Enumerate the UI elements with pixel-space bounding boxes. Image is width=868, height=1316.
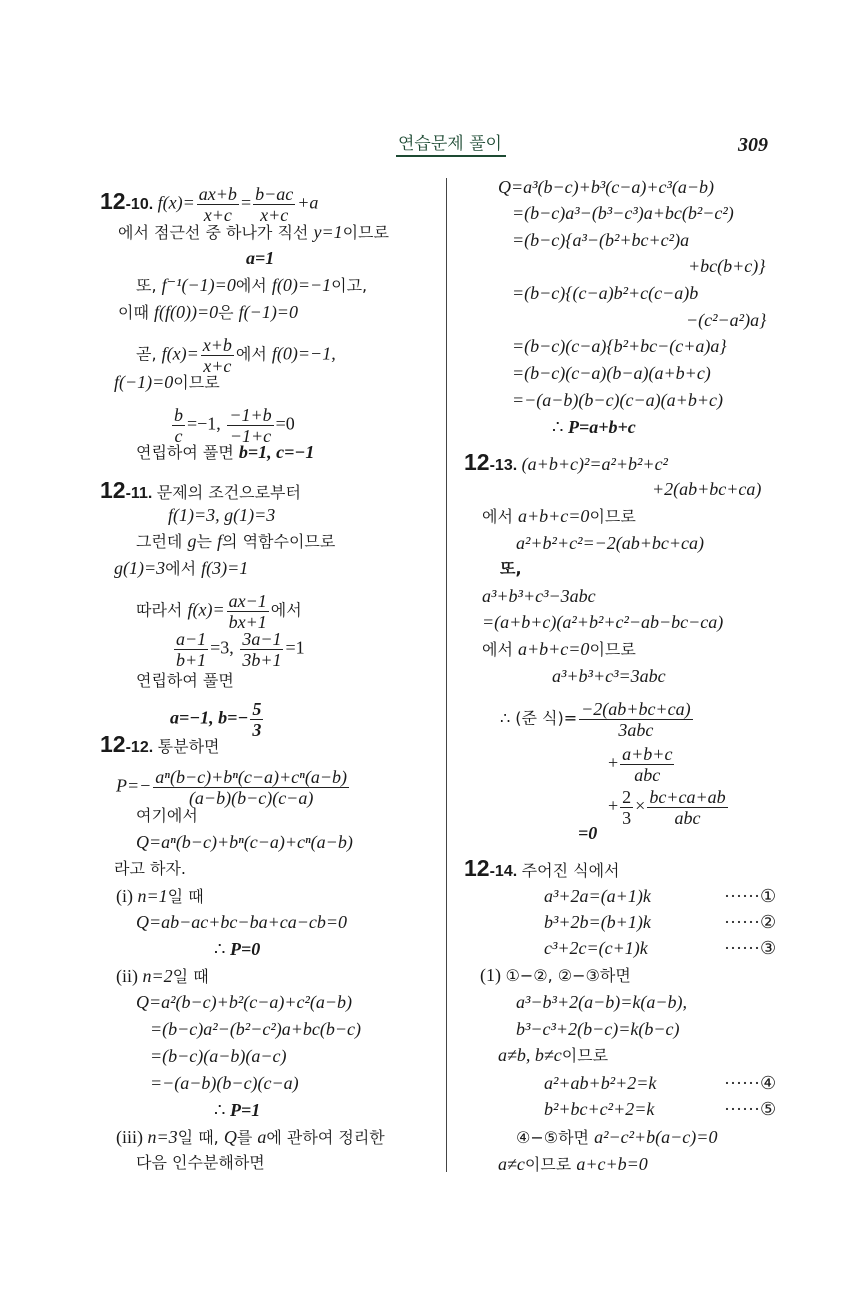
equation: −(c²−a²)a} xyxy=(686,310,767,330)
page-header-title: 연습문제 풀이 xyxy=(396,134,506,157)
equation: =−(a−b)(b−c)(c−a)(a+b+c) xyxy=(512,390,723,410)
equation: a³−b³+2(a−b)=k(a−b), xyxy=(516,992,687,1012)
equation: =(b−c)(c−a){b²+bc−(c+a)a} xyxy=(512,336,727,356)
equation: b³+2b=(b+1)k xyxy=(544,912,651,932)
text-line: 그런데 g는 f의 역함수이므로 xyxy=(136,531,336,551)
result: ∴ P=0 xyxy=(214,939,261,959)
equation: b²+bc+c²+2=k xyxy=(544,1099,655,1119)
equation: =(b−c)a³−(b³−c³)a+bc(b²−c²) xyxy=(512,203,734,223)
equation: Q=aⁿ(b−c)+bⁿ(c−a)+cⁿ(a−b) xyxy=(136,832,353,852)
text-line: a≠b, b≠c이므로 xyxy=(498,1045,609,1065)
equation: ∴ (준 식)= −2(ab+bc+ca) 3abc xyxy=(500,699,691,740)
equation: =(b−c)(a−b)(a−c) xyxy=(150,1046,287,1066)
text-line: 연립하여 풀면 xyxy=(136,671,234,690)
result: =0 xyxy=(578,823,598,843)
case-heading: (i) n=1일 때 xyxy=(116,886,204,906)
equation: a²+ab+b²+2=k xyxy=(544,1073,657,1093)
fraction: $\frac{ax+b}{x+c}$ xyxy=(198,184,237,225)
text-line: 또, xyxy=(500,559,522,578)
text-line: ④−⑤하면 a²−c²+b(a−c)=0 xyxy=(516,1127,718,1147)
problem-number: 12-14. xyxy=(464,855,518,881)
result: a=1 xyxy=(246,248,275,268)
equation-tag: ······② xyxy=(724,912,777,932)
equation: =(b−c){(c−a)b²+c(c−a)b xyxy=(512,283,699,303)
text-line: 연립하여 풀면 b=1, c=−1 xyxy=(136,442,315,462)
text-line: 에서 점근선 중 하나가 직선 y=1이므로 xyxy=(118,222,389,242)
equation: =−(a−b)(b−c)(c−a) xyxy=(150,1073,299,1093)
equation: Q=a³(b−c)+b³(c−a)+c³(a−b) xyxy=(498,177,714,197)
equation: =(b−c)(c−a)(b−a)(a+b+c) xyxy=(512,363,711,383)
text-line: 또, f⁻¹(−1)=0에서 f(0)=−1이고, xyxy=(136,275,368,295)
case-heading: (ii) n=2일 때 xyxy=(116,966,209,986)
equation: $\frac{b}{c}$ =−1, $\frac{-1+b}{-1+c}$ =0 xyxy=(174,405,295,446)
text-line: 에서 a+b+c=0이므로 xyxy=(482,639,636,659)
problem-number: 12-13. xyxy=(464,449,518,475)
text-line: f(−1)=0이므로 xyxy=(114,372,220,392)
text-line: 따라서 f(x)= $\frac{ax-1}{bx+1}$ 에서 xyxy=(136,591,302,632)
text-line: (1) ①−②, ②−③하면 xyxy=(480,965,631,985)
equation-tag: ······① xyxy=(724,886,777,906)
math: f(x)= xyxy=(157,192,195,213)
result: ∴ P=1 xyxy=(214,1100,261,1120)
equation: + $\frac{2}{3}$ × bc+ca+ab abc xyxy=(608,787,726,828)
case-heading: (iii) n=3일 때, Q를 a에 관하여 정리한 xyxy=(116,1127,385,1147)
equation: P=− $\frac{\text{aⁿ(b−c)+bⁿ(c−a)+cⁿ(a−b)}}{(a-b)(b-c)(c-a)}$ xyxy=(116,767,347,808)
equation: a³+2a=(a+1)k xyxy=(544,886,651,906)
text-line: a≠c이므로 a+c+b=0 xyxy=(498,1154,648,1174)
equation: Q=ab−ac+bc−ba+ca−cb=0 xyxy=(136,912,347,932)
equation: +2(ab+bc+ca) xyxy=(652,479,762,499)
fraction: $\frac{b-ac}{x+c}$ xyxy=(255,184,294,225)
text-line: 다음 인수분해하면 xyxy=(136,1153,265,1172)
equation: a³+b³+c³−3abc xyxy=(482,586,596,606)
equation: a²+b²+c²=−2(ab+bc+ca) xyxy=(516,533,705,553)
equation: =(b−c)a²−(b²−c²)a+bc(b−c) xyxy=(150,1019,361,1039)
equation: =(a+b+c)(a²+b²+c²−ab−bc−ca) xyxy=(482,612,724,632)
text-line: 라고 하자. xyxy=(114,859,186,878)
problem-number: 12-10. xyxy=(100,187,154,214)
equation: a³+b³+c³=3abc xyxy=(552,666,666,686)
problem-number: 12-12. xyxy=(100,731,154,757)
equation: Q=a²(b−c)+b²(c−a)+c²(a−b) xyxy=(136,992,352,1012)
problem-number: 12-11. xyxy=(100,477,153,503)
equation-tag: ······⑤ xyxy=(724,1099,777,1119)
column-divider xyxy=(446,178,447,1172)
equation: =(b−c){a³−(b²+bc+c²)a xyxy=(512,230,690,250)
text-line: 이때 f(f(0))=0은 f(−1)=0 xyxy=(118,302,298,322)
result: a=−1, b=− $\frac{5}{3}$ xyxy=(170,699,262,740)
text-line: 에서 a+b+c=0이므로 xyxy=(482,506,636,526)
page-number: 309 xyxy=(738,134,768,156)
text-line: g(1)=3에서 f(3)=1 xyxy=(114,558,249,578)
text-line: 여기에서 xyxy=(136,806,198,825)
equation: c³+2c=(c+1)k xyxy=(544,938,648,958)
result: ∴ P=a+b+c xyxy=(552,417,636,437)
equation-tag: ······③ xyxy=(724,938,777,958)
equation: f(1)=3, g(1)=3 xyxy=(168,505,276,525)
equation: b³−c³+2(b−c)=k(b−c) xyxy=(516,1019,680,1039)
equation: + a+b+c abc xyxy=(608,744,673,785)
equation-tag: ······④ xyxy=(724,1073,777,1093)
text-line: 곧, f(x)= $\frac{x+b}{x+c}$ 에서 f(0)=−1, xyxy=(136,335,336,376)
equation: +bc(b+c)} xyxy=(688,256,766,276)
equation: $\frac{a-1}{b+1}$ =3, $\frac{3a-1}{3b+1}$ =1 xyxy=(176,629,305,670)
